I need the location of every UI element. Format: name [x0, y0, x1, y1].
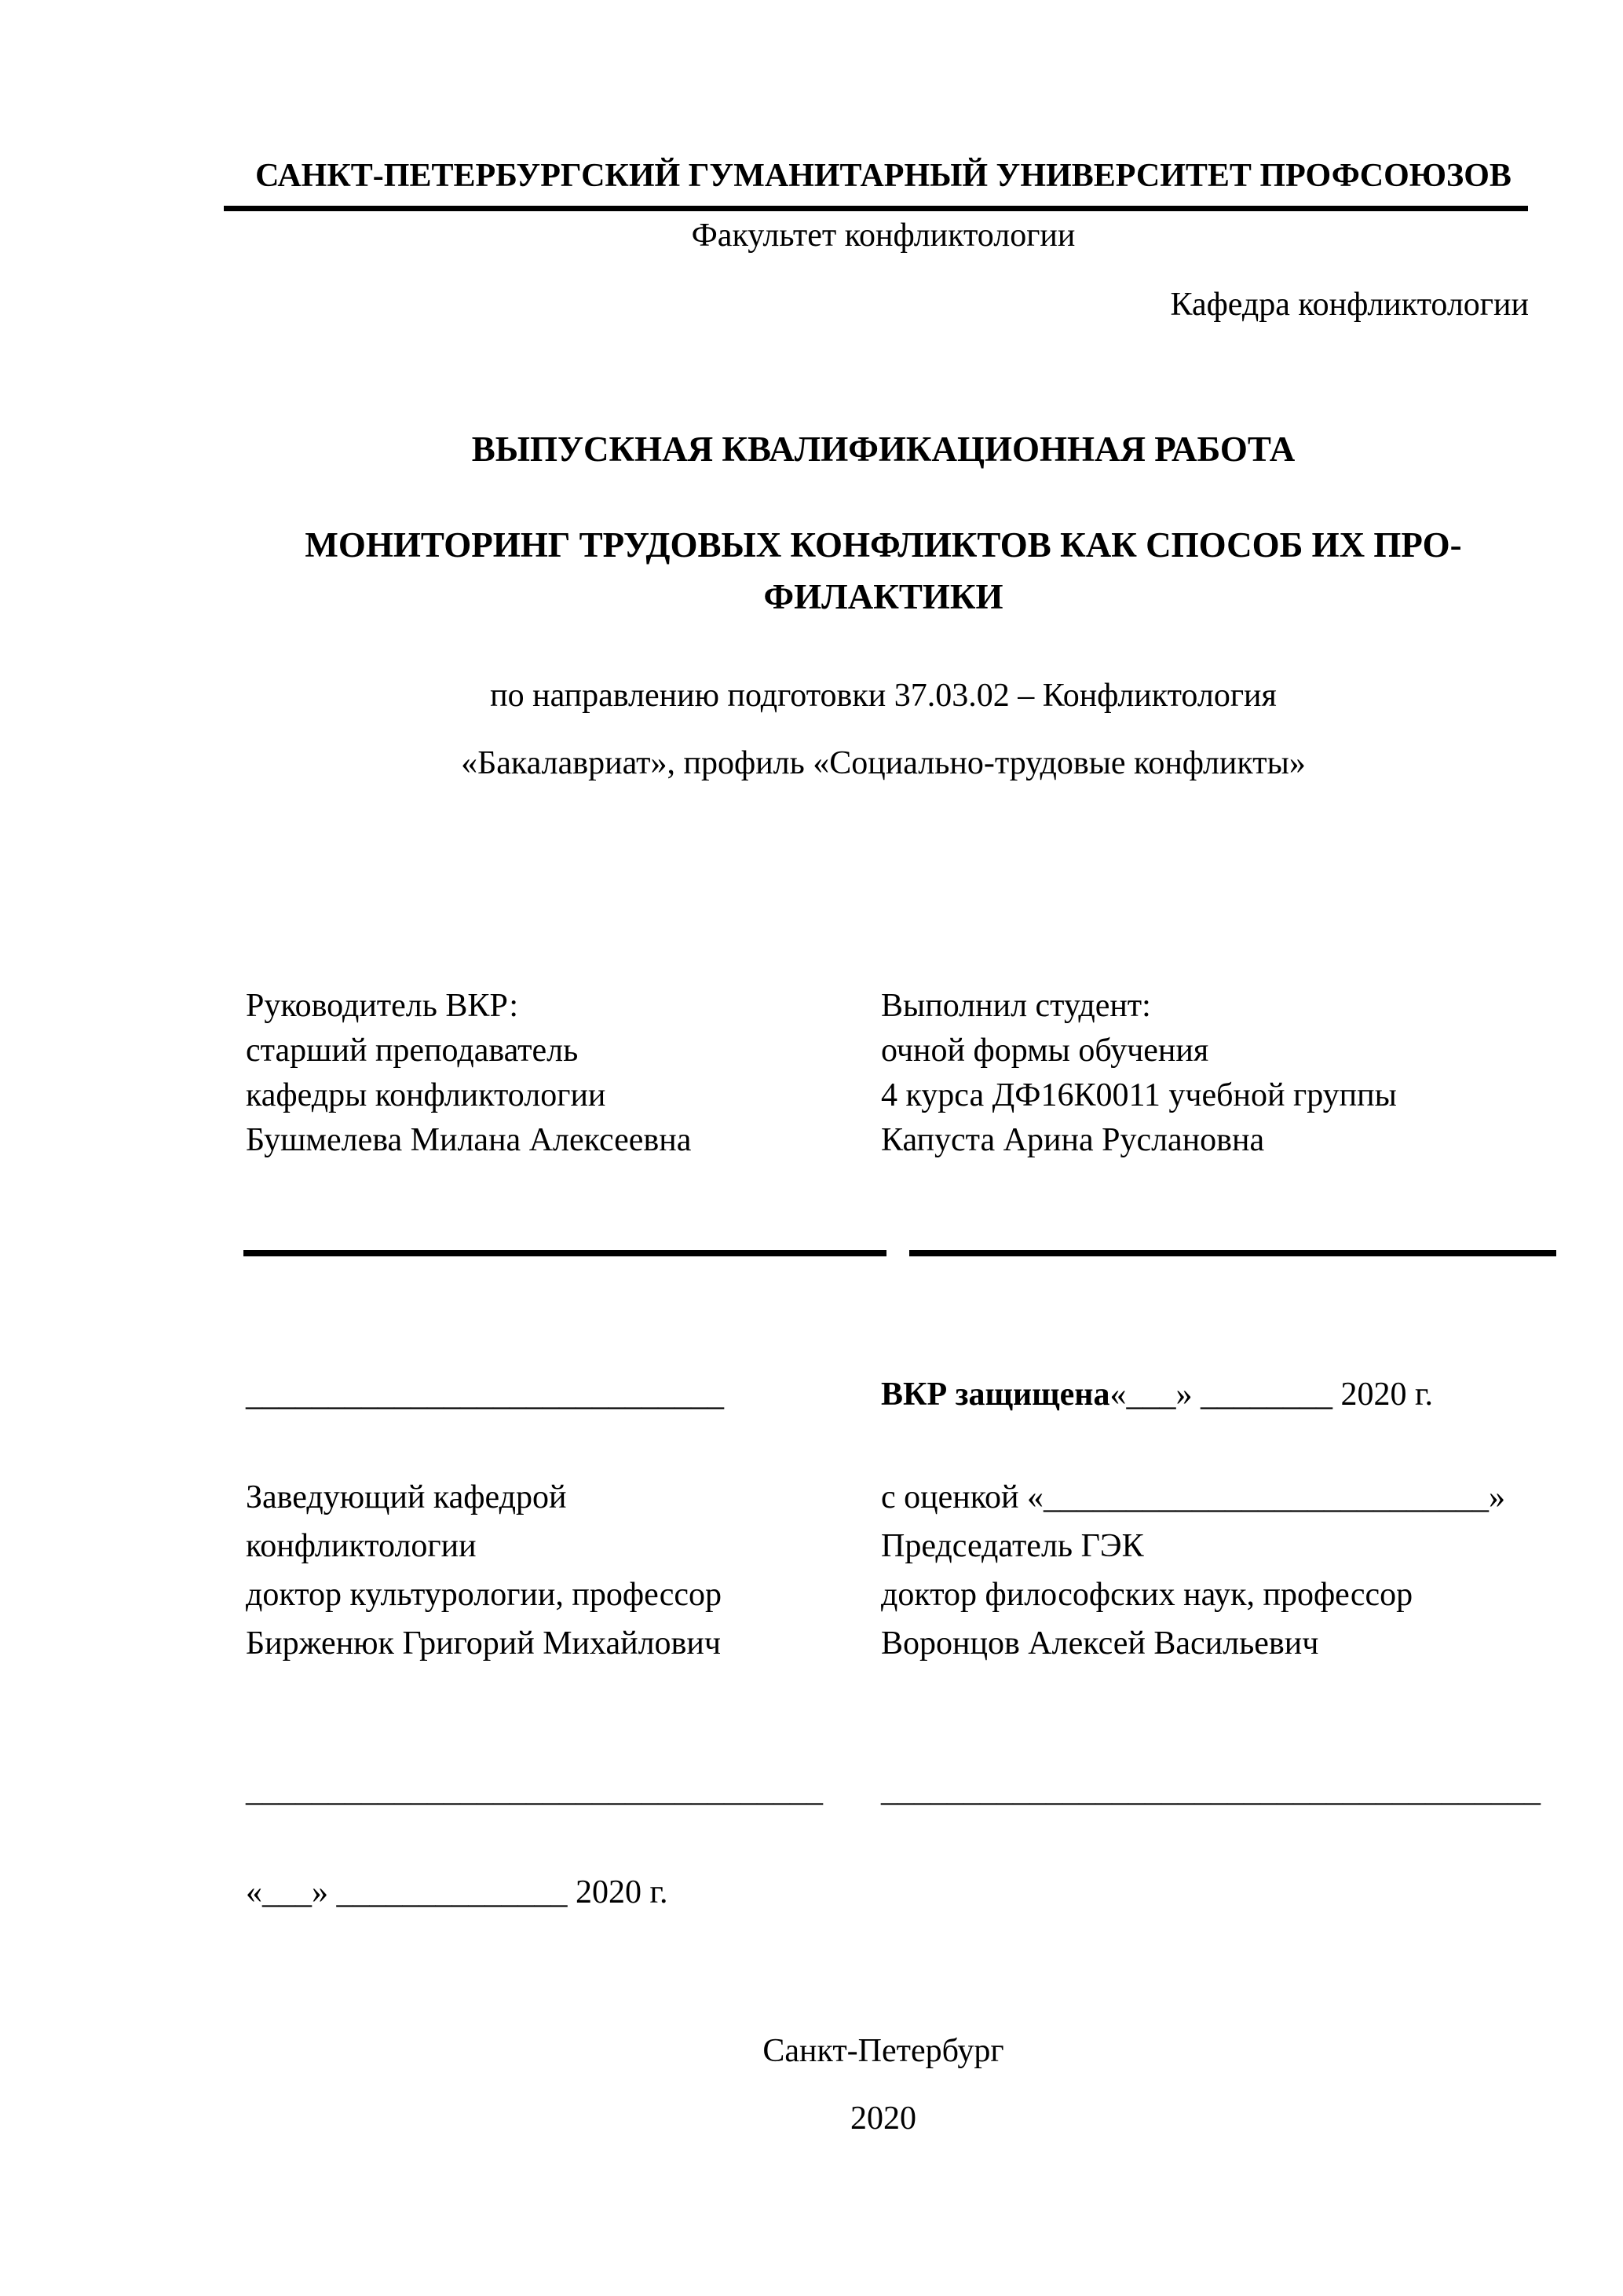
gek-block	[881, 1473, 1505, 1668]
advisor-signature-line	[243, 1250, 886, 1256]
profile-line: «Бакалавриат», профиль «Социально-трудовые конфликты»	[461, 745, 1306, 781]
student-block	[881, 984, 1397, 1163]
advisor-name: Бушмелева Милана Алексеевна	[246, 1122, 692, 1158]
gek-chair-degree-line: доктор философских наук, профессор	[881, 1577, 1413, 1613]
university-name: САНКТ-ПЕТЕРБУРГСКИЙ ГУМАНИТАРНЫЙ УНИВЕРСИТЕТ ПРОФСОЮЗОВ	[255, 158, 1512, 194]
defense-label-rest: «___» ________ 2020 г.	[1109, 1377, 1433, 1413]
student-study-form-line: очной формы обучения	[881, 1033, 1209, 1069]
gek-chair-title-line: Председатель ГЭК	[881, 1528, 1144, 1564]
bottom-signature-blank-left: ___________________________________	[246, 1772, 823, 1808]
dept-head-signature-blank: _____________________________	[246, 1377, 724, 1413]
thesis-title-line-2: ФИЛАКТИКИ	[763, 577, 1003, 616]
advisor-block	[246, 984, 691, 1163]
student-name: Капуста Арина Руслановна	[881, 1122, 1265, 1158]
year-line: 2020	[850, 2100, 916, 2137]
dept-head-title-line-2: конфликтологии	[246, 1528, 477, 1564]
advisor-heading: Руководитель ВКР:	[246, 988, 519, 1024]
dept-head-name: Бирженюк Григорий Михайлович	[246, 1625, 721, 1662]
student-group-line: 4 курса ДФ16К0011 учебной группы	[881, 1077, 1397, 1113]
faculty-line: Факультет конфликтологии	[691, 218, 1076, 254]
advisor-position-line: старший преподаватель	[246, 1033, 579, 1069]
program-line: по направлению подготовки 37.03.02 – Конфликтология	[490, 678, 1277, 714]
student-signature-line	[909, 1250, 1556, 1256]
city-line: Санкт-Петербург	[762, 2033, 1004, 2069]
department-line: Кафедра конфликтологии	[1170, 287, 1529, 323]
advisor-department-line: кафедры конфликтологии	[246, 1077, 606, 1113]
bottom-signature-blank-right: ________________________________________	[881, 1772, 1541, 1808]
work-type-heading: ВЫПУСКНАЯ КВАЛИФИКАЦИОННАЯ РАБОТА	[471, 430, 1296, 469]
dept-head-title-line-1: Заведующий кафедрой	[246, 1479, 567, 1515]
dept-head-degree-line: доктор культурологии, профессор	[246, 1577, 722, 1613]
thesis-title-line-1: МОНИТОРИНГ ТРУДОВЫХ КОНФЛИКТОВ КАК СПОСОБ ИХ ПРО-	[305, 525, 1462, 565]
dept-head-block	[246, 1473, 722, 1668]
defense-label-bold: ВКР защищена	[881, 1377, 1110, 1413]
date-blank-line: «___» ______________ 2020 г.	[246, 1874, 668, 1910]
header-rule	[224, 206, 1528, 211]
student-heading: Выполнил студент:	[881, 988, 1151, 1024]
defense-status-line	[881, 1376, 1433, 1413]
gek-chair-name: Воронцов Алексей Васильевич	[881, 1625, 1319, 1662]
grade-blank-line: с оценкой «___________________________»	[881, 1479, 1505, 1515]
